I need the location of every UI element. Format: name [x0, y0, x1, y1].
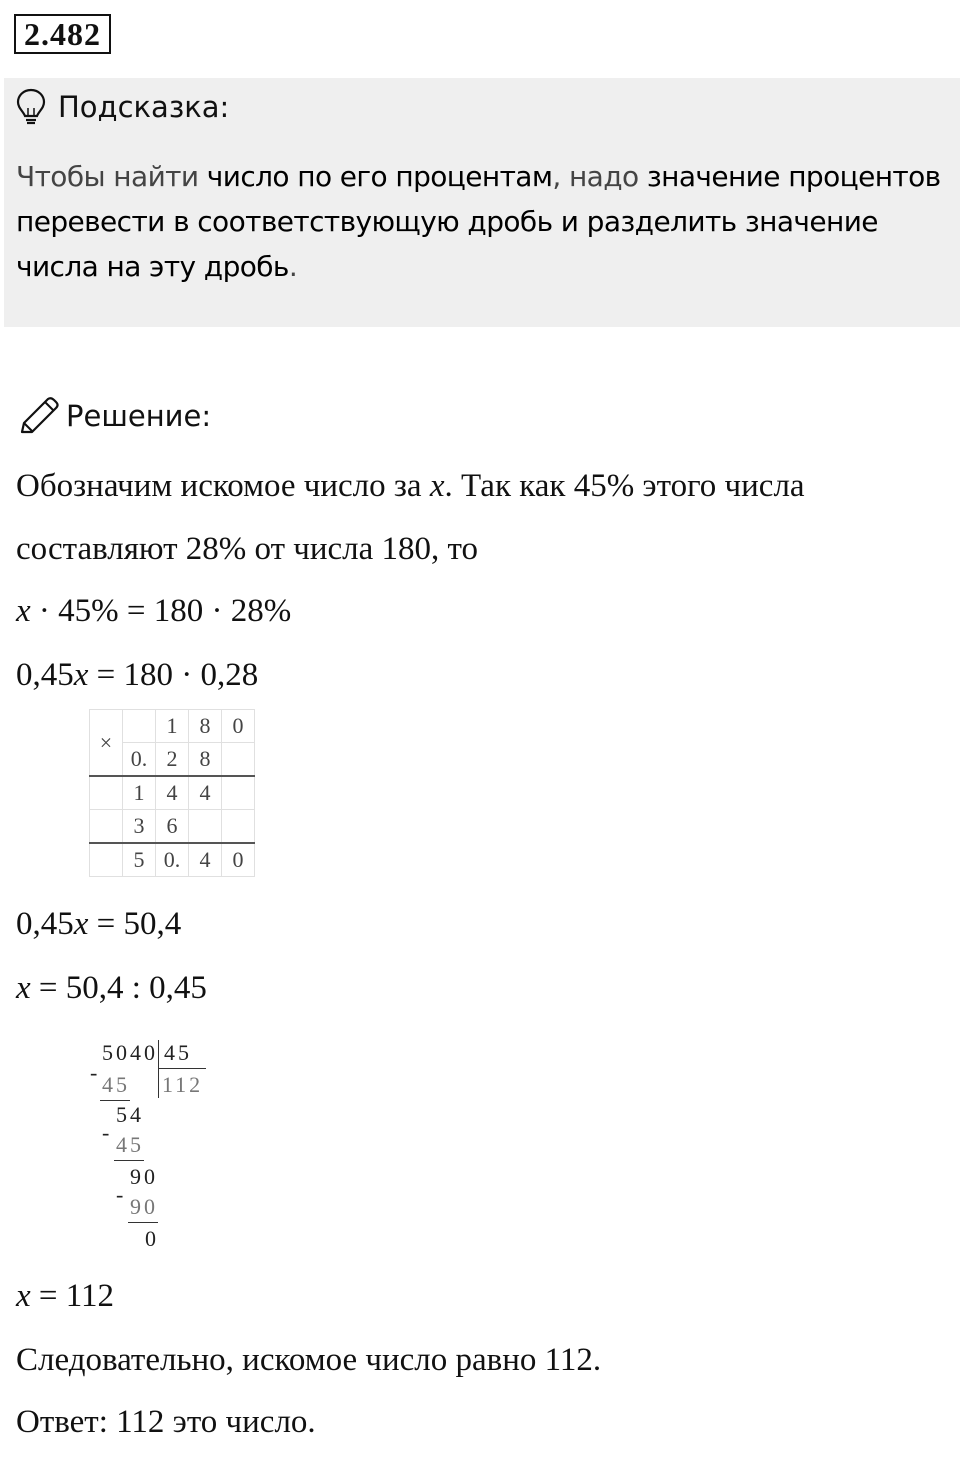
table-cell [90, 843, 123, 877]
lightbulb-icon [16, 88, 46, 126]
pencil-icon [16, 396, 60, 436]
hint-box [4, 78, 960, 327]
text-fragment: . Так как 45% этого числа [444, 468, 805, 504]
table-cell: 0. [156, 843, 189, 877]
table-cell: 4 [189, 776, 222, 810]
division-vertical-line [158, 1040, 159, 1098]
multiplication-table [89, 709, 255, 877]
hint-text-part: , надо [552, 160, 647, 193]
table-cell: 0 [222, 843, 255, 877]
multiply-sign: × [90, 710, 123, 777]
variable-x: x [429, 468, 445, 504]
text-fragment: · 45% = 180 · 28% [30, 593, 292, 629]
long-division [90, 1036, 220, 1256]
hint-text-part: . [288, 250, 298, 283]
division-step3-rem: 90 [130, 1164, 158, 1189]
table-cell [123, 710, 156, 743]
solution-title-label: Решение: [66, 399, 212, 433]
equation-4 [16, 968, 207, 1008]
hint-text-bold: число по его процентам [206, 160, 553, 193]
division-divisor-line [158, 1068, 206, 1069]
solution-title [16, 396, 211, 436]
division-minus: - [102, 1120, 113, 1145]
table-cell [222, 743, 255, 777]
division-final-rem: 0 [145, 1226, 159, 1251]
variable-x: x [16, 593, 31, 629]
table-cell: 6 [156, 810, 189, 844]
variable-x: x [16, 970, 31, 1006]
text-fragment: Обозначим искомое число за [16, 468, 430, 504]
text-fragment: 0,45 [16, 657, 74, 693]
division-step2-rem: 54 [116, 1102, 144, 1127]
variable-x: x [73, 657, 89, 693]
table-cell [90, 776, 123, 810]
table-cell [189, 810, 222, 844]
text-fragment: = 50,4 : 0,45 [30, 970, 207, 1006]
division-minus: - [90, 1060, 101, 1085]
hint-title-label: Подсказка: [58, 90, 230, 124]
hint-text [16, 154, 952, 289]
table-cell: 1 [156, 710, 189, 743]
table-cell: 8 [189, 743, 222, 777]
text-fragment: = 112 [30, 1278, 115, 1314]
table-cell: 2 [156, 743, 189, 777]
variable-x: x [73, 906, 89, 942]
division-dividend: 5040 [102, 1040, 158, 1065]
division-line [128, 1222, 158, 1223]
table-cell: 1 [123, 776, 156, 810]
table-cell: 4 [156, 776, 189, 810]
equation-2 [16, 655, 258, 695]
equation-1 [16, 591, 291, 631]
task-number: 2.482 [14, 14, 111, 54]
hint-title [16, 88, 229, 126]
division-divisor: 45 [164, 1040, 192, 1065]
hint-text-bold: значение процентов перевести в соответствующую дробь и разделить значение числа на эту дробь [16, 160, 941, 283]
answer-text: Ответ: 112 это число. [16, 1404, 316, 1440]
table-cell: 5 [123, 843, 156, 877]
table-cell: 0 [222, 710, 255, 743]
conclusion-text: Следовательно, искомое число равно 112. [16, 1342, 602, 1378]
table-cell: 3 [123, 810, 156, 844]
hint-text-part: Чтобы найти [16, 160, 207, 193]
division-minus: - [116, 1182, 127, 1207]
solution-text-line [16, 466, 805, 506]
table-cell [222, 810, 255, 844]
table-cell: 4 [189, 843, 222, 877]
division-line [114, 1160, 144, 1161]
text-fragment: = 180 · 0,28 [88, 657, 259, 693]
table-cell: 8 [189, 710, 222, 743]
division-step3-sub: 90 [130, 1194, 158, 1219]
text-fragment: 0,45 [16, 906, 74, 942]
division-line [100, 1100, 130, 1101]
table-cell [90, 810, 123, 844]
equation-3 [16, 904, 181, 944]
text-fragment: = 50,4 [88, 906, 182, 942]
table-cell: 0. [123, 743, 156, 777]
variable-x: x [16, 1278, 31, 1314]
equation-5 [16, 1276, 114, 1316]
division-step1-sub: 45 [102, 1072, 130, 1097]
division-step2-sub: 45 [116, 1132, 144, 1157]
solution-text-line: составляют 28% от числа 180, то [16, 531, 478, 567]
division-quotient: 112 [162, 1072, 204, 1097]
table-cell [222, 776, 255, 810]
